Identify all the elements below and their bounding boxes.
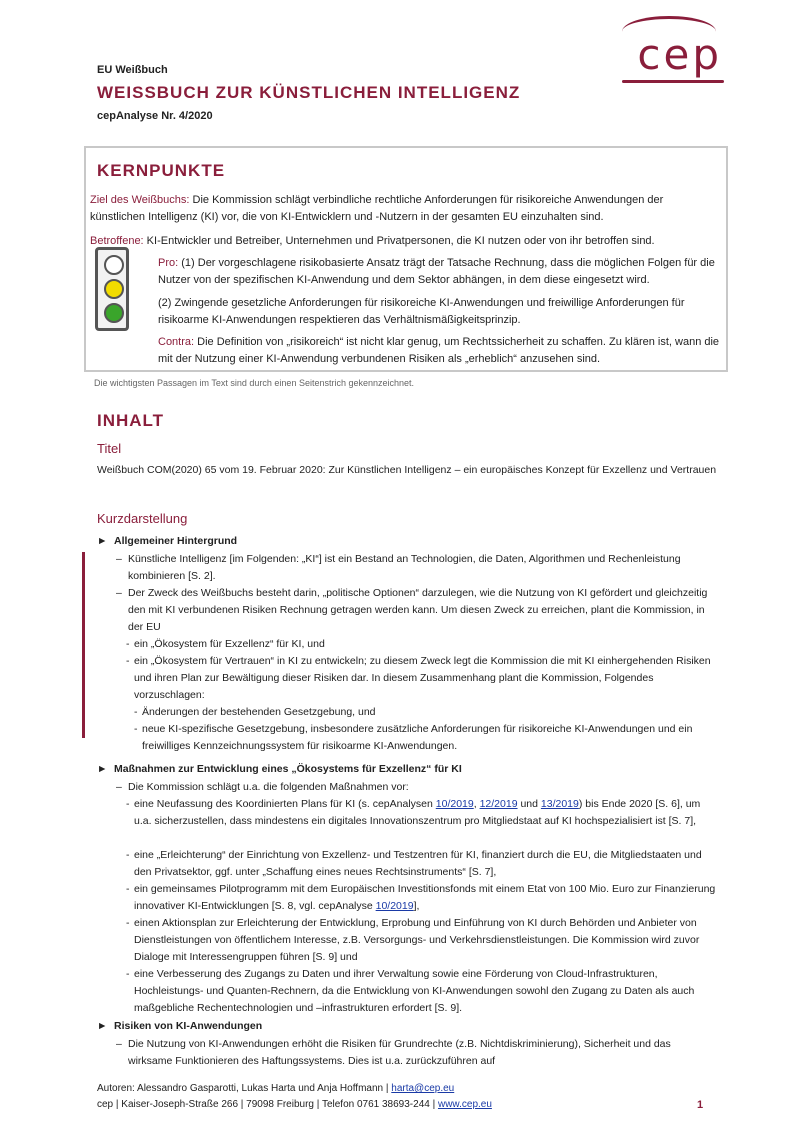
link-cepanalyse-10-2019[interactable]: 10/2019 (375, 900, 414, 912)
titel-heading: Titel (97, 441, 122, 456)
bullet-arrow-icon: ► (97, 1020, 108, 1032)
footer-address-text: cep | Kaiser-Joseph-Straße 266 | 79098 Freiburg | Telefon 0761 38693-244 | (97, 1099, 438, 1110)
b2-item-b: eine „Erleichterung“ der Einrichtung von Exzellenz- und Testzentren für KI, finanziert durch die EU, die Mitgliedstaaten und den Privatsektor, ggf. unter „Schaffung eines neues Rechtsinstruments“ [S. 7], (134, 849, 702, 878)
kernpunkte-pro (158, 255, 720, 289)
dash-icon: - (126, 968, 130, 980)
dash-icon: - (134, 706, 138, 718)
b2-item-1: Die Kommission schlägt u.a. die folgenden Maßnahmen vor: (128, 781, 409, 793)
kernpunkte-heading: KERNPUNKTE (97, 161, 226, 180)
footer-authors (97, 1083, 454, 1094)
b2-item-c (134, 881, 718, 915)
dash-icon: – (116, 1038, 122, 1050)
passage-note: Die wichtigsten Passagen im Text sind durch einen Seitenstrich gekennzeichnet. (94, 378, 415, 388)
dash-icon: - (126, 798, 130, 810)
kernpunkte-contra (158, 334, 720, 368)
inhalt-heading: INHALT (97, 411, 165, 430)
contra-text: Die Definition von „risikoreich“ ist nicht klar genug, um Rechtssicherheit zu schaffen. Zu klären ist, wann die mit der Nutzung einer KI-Anwendung verbundenen Risiken als „erheblich“ anzusehen sind. (158, 336, 720, 365)
kernpunkte-pro-2: (2) Zwingende gesetzliche Anforderungen für risikoreiche KI-Anwendungen und freiwillige Anforderungen für risikoarme KI-Anwendungen respektieren das Verhältnismäßigkeitsprinzip. (158, 297, 685, 326)
traffic-light-yellow-icon (104, 279, 124, 299)
b1-item-2a: ein „Ökosystem für Exzellenz“ für KI, und (134, 638, 325, 650)
passage-sidebar (82, 552, 85, 738)
bullet-1-title: Allgemeiner Hintergrund (114, 535, 238, 547)
b2-item-e: eine Verbesserung des Zugangs zu Daten und ihrer Verwaltung sowie eine Förderung von Cloud-Infrastrukturen, Hochleistungs- und Quanten-Rechnern, da die Entwicklung von KI-Anwendungen sowohl den Zugang zu Daten als auch maßgebliche Rechentechnologien und –infrastrukturen erfordert [S. 9]. (134, 968, 695, 1014)
bullet-2-title: Maßnahmen zur Entwicklung eines „Ökosystems für Exzellenz“ für KI (114, 763, 462, 775)
bullet-3-title: Risiken von KI-Anwendungen (114, 1020, 263, 1032)
b2-a-und: und (517, 798, 541, 810)
footer-authors-text: Autoren: Alessandro Gasparotti, Lukas Harta und Anja Hoffmann | (97, 1083, 392, 1094)
footer-address (97, 1099, 492, 1110)
page-number: 1 (697, 1099, 704, 1111)
b1-item-2: Der Zweck des Weißbuchs besteht darin, „politische Optionen“ darzulegen, wie die Nutzung von KI gefördert und gleichzeitig den mit KI verbundenen Risiken Rechnung getragen werden kann. Um diesen Zweck zu erreichen, plant die Kommission, in der EU (128, 587, 708, 633)
document-number: cepAnalyse Nr. 4/2020 (97, 110, 213, 122)
b1-item-2b1: Änderungen der bestehenden Gesetzgebung, und (142, 706, 376, 718)
dash-icon: - (126, 638, 130, 650)
dash-icon: - (134, 723, 138, 735)
bullet-arrow-icon: ► (97, 763, 108, 775)
betroffene-label: Betroffene: (90, 235, 144, 247)
dash-icon: - (126, 849, 130, 861)
dash-icon: – (116, 587, 122, 599)
b2-item-a: eine Neufassung des Koordinierten Plans für KI (s. cepAnalysen 10/2019, 12/2019 und 13/2019) bis Ende 2020 [S. 6], um u.a. sicherzustellen, dass mindestens ein digitales Innovationszentrum pro Mitgliedstaat auf KI hochspezialisiert ist [S. 7], (134, 798, 701, 827)
traffic-light-white-icon (104, 255, 124, 275)
kernpunkte-betroffene (90, 233, 720, 250)
pro-label: Pro: (158, 257, 179, 269)
b1-item-2b: ein „Ökosystem für Vertrauen“ in KI zu entwickeln; zu diesem Zweck legt die Kommission die mit KI einhergehenden Risiken und ihren Plan zur Bewältigung dieser Risiken dar. In diesem Zusammenhang plant die Kommission, Folgendes vorzuschlagen: (134, 655, 711, 701)
b2-c-post: ], (413, 900, 420, 912)
kurzdarstellung-heading: Kurzdarstellung (97, 511, 188, 526)
titel-text: Weißbuch COM(2020) 65 vom 19. Februar 2020: Zur Künstlichen Intelligenz – ein europäisches Konzept für Exzellenz und Vertrauen (97, 464, 717, 476)
contra-label: Contra: (158, 336, 195, 348)
b2-a-pre: eine Neufassung des Koordinierten Plans für KI (s. cepAnalysen (134, 798, 436, 810)
website-link[interactable]: www.cep.eu (437, 1099, 492, 1110)
b3-item-1: Die Nutzung von KI-Anwendungen erhöht die Risiken für Grundrechte (z.B. Nichtdiskriminierung), Sicherheit und das wirksame Funktionieren des Haftungssystems. Dies ist u.a. zurückzuführen auf (128, 1038, 671, 1067)
document-title: WEISSBUCH ZUR KÜNSTLICHEN INTELLIGENZ (97, 83, 521, 102)
traffic-light-icon (95, 247, 129, 331)
b1-item-1: Künstliche Intelligenz [im Folgenden: „KI“] ist ein Bestand an Technologien, die Daten, Algorithmen und Rechenleistung kombinieren [S. 2]. (128, 553, 681, 582)
kernpunkte-ziel (90, 192, 720, 226)
dash-icon: – (116, 553, 122, 565)
link-10-2019[interactable]: 10/2019 (435, 798, 474, 810)
b2-c-pre: ein gemeinsames Pilotprogramm mit dem Europäischen Investitionsfonds mit einem Etat von 100 Mio. Euro zur Finanzierung innovativer KI-Entwicklungen [S. 8, vgl. cepAnalyse (134, 883, 716, 912)
b1-item-2b2: neue KI-spezifische Gesetzgebung, insbesondere zusätzliche Anforderungen für risikoreiche KI-Anwendungen und ein freiwilliges Kennzeichnungssystem für risikoarme KI-Anwendungen. (142, 723, 693, 752)
bullet-arrow-icon: ► (97, 535, 108, 547)
dash-icon: - (126, 655, 130, 667)
betroffene-text: KI-Entwickler und Betreiber, Unternehmen und Privatpersonen, die KI nutzen oder von ihr betroffen sind. (143, 235, 655, 247)
b2-a-post: ) bis Ende 2020 [S. 6], um u.a. sicherzustellen, dass mindestens ein digitales Innovationszentrum pro Mitgliedstaat auf KI hochspezialisiert ist [S. 7], (134, 798, 701, 827)
pro-text: (1) Der vorgeschlagene risikobasierte Ansatz trägt der Tatsache Rechnung, dass die möglichen Folgen für die Nutzer von der spezifischen KI-Anwendung und dem Sektor abhängen, in dem diese eingesetzt wird. (158, 257, 715, 286)
document-category: EU Weißbuch (97, 64, 168, 76)
dash-icon: - (126, 917, 130, 929)
email-link[interactable]: harta@cep.eu (391, 1083, 455, 1094)
link-13-2019[interactable]: 13/2019 (540, 798, 579, 810)
dash-icon: - (126, 883, 130, 895)
logo-underline-icon (622, 80, 724, 83)
link-12-2019[interactable]: 12/2019 (479, 798, 518, 810)
ziel-label: Ziel des Weißbuchs: (90, 194, 190, 206)
traffic-light-green-icon (104, 303, 124, 323)
b2-item-d: einen Aktionsplan zur Erleichterung der Entwicklung, Erprobung und Einführung von KI durch Behörden und Anbieter von Dienstleistungen von öffentlichem Interesse, z.B. Versorgungs- und Verkehrsdienstleistungen. Die Kommission wird zuvor Dialoge mit Interessengruppen führen [S. 9] und (134, 917, 700, 963)
ziel-text: Die Kommission schlägt verbindliche rechtliche Anforderungen für risikoreiche Anwendungen der künstlichen Intelligenz (KI) vor, die von KI-Entwicklern und -Nutzern in der gesamten EU einzuhalten sind. (90, 194, 664, 223)
dash-icon: – (116, 781, 122, 793)
cep-logo: cep (637, 30, 722, 79)
